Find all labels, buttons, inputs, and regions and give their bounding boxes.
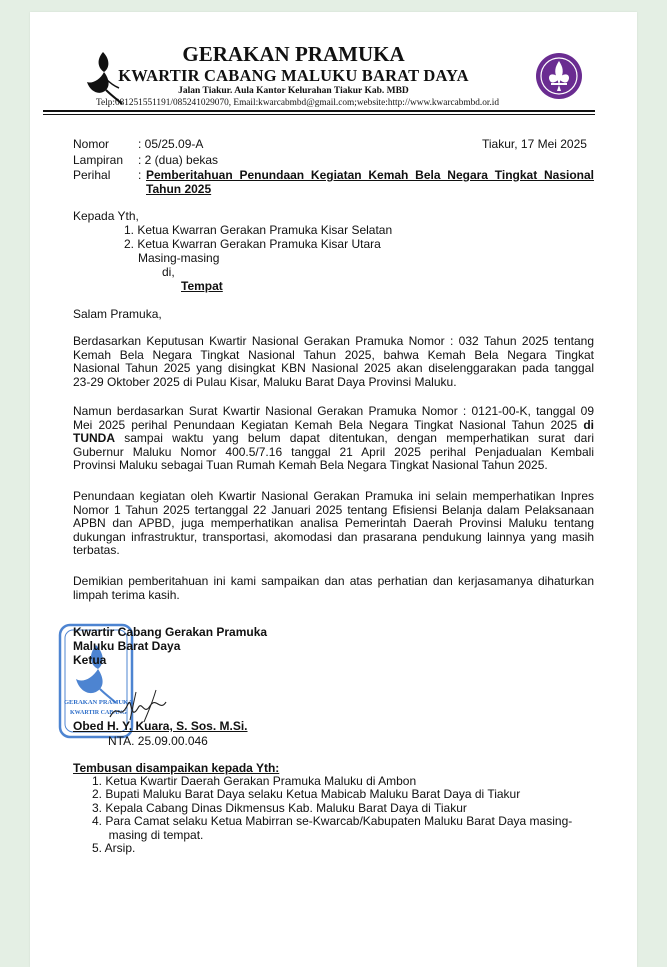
paragraph-1-line: Kemah Bela Negara Tingkat Nasional Tahun 2025, bahwa Kemah Bela Negara Tingkat	[73, 347, 594, 362]
letterhead-org: GERAKAN PRAMUKA	[182, 42, 405, 66]
tembusan-item: 1. Ketua Kwartir Daerah Gerakan Pramuka Maluku di Ambon	[92, 774, 417, 788]
paragraph-2	[73, 405, 594, 473]
lampiran-label: Lampiran	[73, 153, 124, 167]
recipient-item-2: 2. Ketua Kwarran Gerakan Pramuka Kisar Utara	[124, 237, 381, 251]
paragraph-2-line: Provinsi Maluku sebagai Tuan Rumah Kemah Bela Negara Tingkat Nasional Tahun 2025.	[73, 458, 548, 472]
tembusan-list	[92, 775, 594, 855]
recipient-masing: Masing-masing	[138, 251, 220, 265]
letterhead-unit: KWARTIR CABANG MALUKU BARAT DAYA	[118, 66, 469, 85]
signature-org-line-2: Maluku Barat Daya	[73, 639, 181, 653]
lampiran-value: : 2 (dua) bekas	[138, 153, 219, 167]
letterhead-address: Jalan Tiakur. Aula Kantor Kelurahan Tiakur Kab. MBD	[178, 86, 409, 96]
paragraph-3-line: Penundaan kegiatan oleh Kwartir Nasional Gerakan Pramuka ini selain memperhatikan Inpres	[73, 489, 594, 503]
paragraph-1	[73, 335, 594, 389]
tembusan-item: 2. Bupati Maluku Barat Daya selaku Ketua Mabicab Maluku Barat Daya di Tiakur	[92, 787, 521, 802]
tembusan-item: masing di tempat.	[92, 827, 204, 842]
tembusan-item: 3. Kepala Cabang Dinas Dikmensus Kab. Maluku Barat Daya di Tiakur	[92, 800, 467, 815]
paragraph-3-line: Nomor 1 Tahun 2025 tertanggal 22 Januari 2025 tentang Efisiensi Belanja dalam Pelaksanaan	[73, 502, 594, 517]
perihal-colon: :	[138, 168, 142, 182]
letterhead-contact: Telp:081251551191/085241029070, Email:kwarcabmbd@gmail.com;website:http://www.kwarcabmbd.or.id	[95, 98, 500, 108]
paragraph-3-line: dukungan infrastruktur, transportasi, akomodasi dan prasarana pendukung lainnya yang masih	[73, 529, 594, 544]
paragraph-2-line: Gubernur Maluku Nomor 400.5/7.16 tanggal 21 April 2025 perihal Penjadualan Kembali	[73, 444, 594, 459]
perihal-line-2: Tahun 2025	[146, 182, 212, 196]
paragraph-1-line: Berdasarkan Keputusan Kwartir Nasional Gerakan Pramuka Nomor : 032 Tahun 2025 tentang	[73, 334, 594, 348]
paragraph-4-line: limpah terima kasih.	[73, 587, 180, 602]
recipient-intro: Kepada Yth,	[73, 209, 139, 223]
recipient-di: di,	[162, 265, 175, 279]
paragraph-4	[73, 575, 594, 602]
paragraph-3-line: terbatas.	[73, 543, 120, 557]
paragraph-2-line: Namun berdasarkan Surat Kwartir Nasional Gerakan Pramuka Nomor : 0121-00-K, tanggal 09	[73, 404, 594, 418]
signatory-name: Obed H. Y. Kuara, S. Sos. M.Si.	[73, 719, 248, 733]
paragraph-1-line: Nasional Tahun 2025 yang disingkat KBN Nasional 2025 akan diselenggarakan pada tanggal	[73, 361, 594, 375]
paragraph-2-text: sampai waktu yang belum dapat ditentukan, dengan memperhatikan surat dari	[124, 431, 594, 445]
nomor-value: : 05/25.09-A	[138, 137, 204, 151]
salutation: Salam Pramuka,	[73, 307, 162, 321]
tembusan-item: 4. Para Camat selaku Ketua Mabirran se-Kwarcab/Kabupaten Maluku Barat Daya masing-	[92, 814, 573, 829]
letterhead-rule-thick	[43, 110, 595, 112]
paragraph-2-line	[73, 432, 594, 446]
recipient-tempat: Tempat	[181, 279, 223, 293]
signature-org-line-1: Kwartir Cabang Gerakan Pramuka	[73, 625, 268, 639]
perihal-line-1: Pemberitahuan Penundaan Kegiatan Kemah Bela Negara Tingkat Nasional	[146, 168, 594, 182]
nomor-label: Nomor	[73, 137, 110, 151]
recipient-item-1: 1. Ketua Kwarran Gerakan Pramuka Kisar Selatan	[124, 223, 393, 237]
tembusan-item: 5. Arsip.	[92, 841, 136, 856]
paragraph-4-line: Demikian pemberitahuan ini kami sampaikan dan atas perhatian dan kerjasamanya dihaturkan	[73, 574, 594, 588]
paragraph-3-line: APBN dan APBD, juga memperhatikan analisa Pemerintah Daerah Provinsi Maluku tentang	[73, 516, 594, 530]
signature-title: Ketua	[73, 653, 107, 667]
paragraph-1-line: 23-29 Oktober 2025 di Pulau Kisar, Maluku Barat Daya Provinsi Maluku.	[73, 374, 457, 389]
tembusan-title: Tembusan disampaikan kepada Yth:	[73, 761, 280, 775]
signatory-nta: NTA. 25.09.00.046	[108, 734, 208, 748]
paragraph-2-line	[73, 419, 594, 433]
place-date: Tiakur, 17 Mei 2025	[482, 137, 587, 151]
paragraph-2-text: Mei 2025 perihal Penundaan Kegiatan Kemah Bela Negara Tingkat Nasional Tahun 2025	[73, 417, 578, 432]
stamp-text-2: KWARTIR CABANG	[70, 710, 127, 716]
paragraph-3	[73, 490, 594, 558]
stamp-text-1: GERAKAN PRAMUKA	[64, 699, 133, 706]
perihal-label: Perihal	[73, 168, 111, 182]
paragraph-2-bold: TUNDA	[73, 431, 115, 445]
letterhead-rule-thin	[43, 114, 595, 115]
paragraph-2-bold: di	[583, 417, 594, 432]
